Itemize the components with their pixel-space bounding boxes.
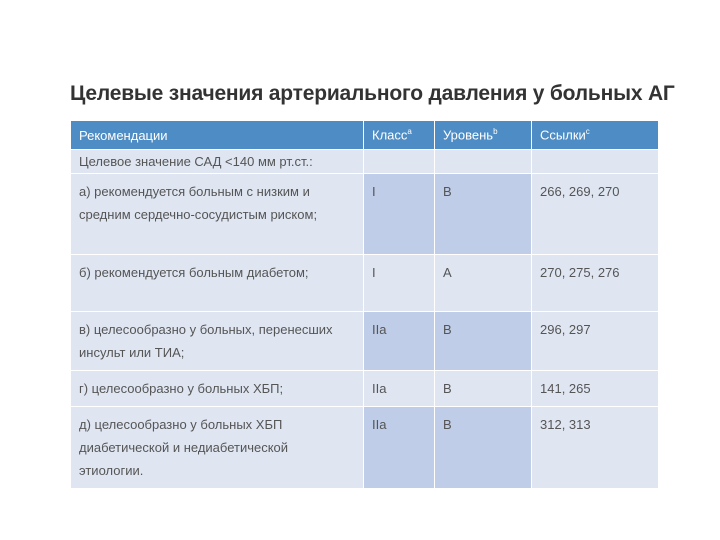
table-row [71, 407, 658, 488]
row-references: 270, 275, 276 [532, 255, 658, 311]
row-class: I [364, 174, 434, 254]
header-level: Уровень$^b$ [435, 121, 531, 149]
row-level: A [435, 255, 531, 311]
row-recommendation: б) рекомендуется больным диабетом; [71, 255, 363, 311]
row-references: 296, 297 [532, 312, 658, 370]
header-references: Ссылки$^c$ [532, 121, 658, 149]
row-recommendation: г) целесообразно у больных ХБП; [71, 371, 363, 406]
table-row [71, 255, 658, 311]
header-recommendations: Рекомендации [71, 121, 363, 149]
row-class: IIa [364, 312, 434, 370]
row-level [435, 150, 531, 173]
row-class [364, 150, 434, 173]
row-level: B [435, 371, 531, 406]
row-class: I [364, 255, 434, 311]
row-references [532, 150, 658, 173]
row-level: B [435, 312, 531, 370]
row-references: 141, 265 [532, 371, 658, 406]
table-row [71, 371, 658, 406]
table-row [71, 174, 658, 254]
recommendations-table [70, 120, 659, 489]
table-row [71, 150, 658, 173]
table-row [71, 312, 658, 370]
row-recommendation: в) целесообразно у больных, перенесших инсульт или ТИА; [71, 312, 363, 370]
header-class: Класс$^a$ [364, 121, 434, 149]
row-references: 312, 313 [532, 407, 658, 488]
table-header-row [71, 121, 658, 149]
row-class: IIa [364, 371, 434, 406]
row-level: B [435, 407, 531, 488]
page-title: Целевые значения артериального давления у больных АГ [70, 82, 675, 105]
row-recommendation: а) рекомендуется больным с низким и средним сердечно-сосудистым риском; [71, 174, 363, 254]
row-level: B [435, 174, 531, 254]
row-recommendation: д) целесообразно у больных ХБП диабетической и недиабетической этиологии. [71, 407, 363, 488]
row-references: 266, 269, 270 [532, 174, 658, 254]
row-class: IIa [364, 407, 434, 488]
row-recommendation: Целевое значение САД <140 мм рт.ст.: [71, 150, 363, 173]
